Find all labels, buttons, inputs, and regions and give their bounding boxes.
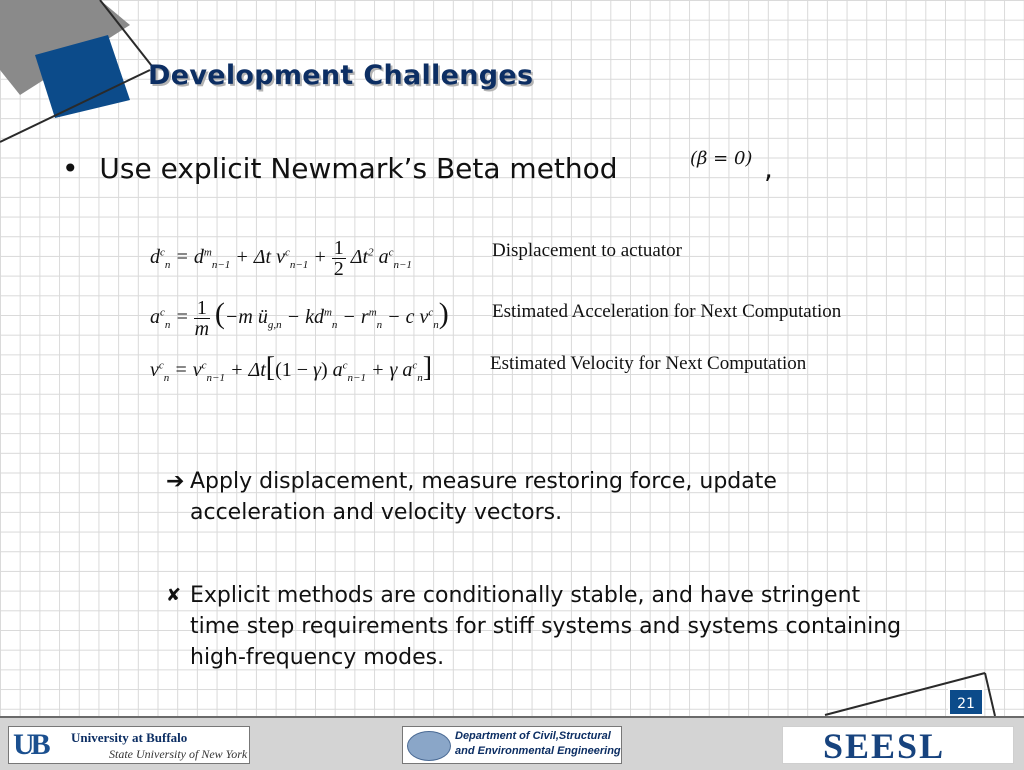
ub-line1: University at Buffalo xyxy=(71,730,188,745)
beta-condition: (β = 0) xyxy=(690,148,753,169)
equation-displacement: $d^c_n = d^m_{n-1} + \Delta t$ $v^c_{n-1}$ + $\frac{1}{2}$ $\Delta t^2$ $a^c_{n-1}$ xyxy=(150,237,412,280)
equation-velocity: $v^c_n = v^c_{n-1} + \Delta t[(1 - \gamma) a^c_{n-1} + \gamma$ $a^c_n$] xyxy=(150,352,433,384)
dept-seal-icon xyxy=(407,731,451,761)
note-explicit-stability xyxy=(166,580,906,673)
cross-icon: ✘ xyxy=(166,585,182,606)
note-text: Explicit methods are conditionally stable, and have stringent time step requirements for stiff systems and systems containing high-frequency modes. xyxy=(190,583,902,670)
bullet-text: Use explicit Newmark’s Beta method xyxy=(99,152,618,185)
page-corner-lines xyxy=(820,668,1020,718)
bullet-comma: , xyxy=(764,152,773,185)
bullet-item xyxy=(62,152,618,185)
equation-description: Estimated Acceleration for Next Computation xyxy=(492,301,842,322)
dept-line2: and Environmental Engineering xyxy=(455,745,621,757)
ub-monogram-icon: UB xyxy=(13,728,47,761)
equation-description: Estimated Velocity for Next Computation xyxy=(490,353,807,374)
equation-acceleration: $a^c_n$ = $\frac{1}{m}$ (−m $ü_{g,n} - kd^m_n - r^m_n - c$ $v^c_n$) xyxy=(150,297,449,340)
slide-title: Development Challenges xyxy=(148,60,534,91)
note-apply-displacement xyxy=(166,466,906,528)
seesl-wordmark: SEESL xyxy=(823,726,946,766)
equation-description: Displacement to actuator xyxy=(492,240,682,261)
ub-line2: State University of New York xyxy=(109,747,248,761)
corner-decoration xyxy=(0,0,160,150)
footer-bar xyxy=(0,716,1024,770)
dept-logo xyxy=(402,726,622,764)
dept-line1: Department of Civil,Structural xyxy=(455,730,611,742)
seesl-logo xyxy=(782,726,1014,764)
bullet-symbol: • xyxy=(62,152,79,185)
page-number: 21 xyxy=(948,688,984,716)
ub-logo xyxy=(8,726,250,764)
note-text: Apply displacement, measure restoring force, update acceleration and velocity vectors. xyxy=(190,469,777,525)
arrow-right-icon: ➔ xyxy=(166,469,185,494)
